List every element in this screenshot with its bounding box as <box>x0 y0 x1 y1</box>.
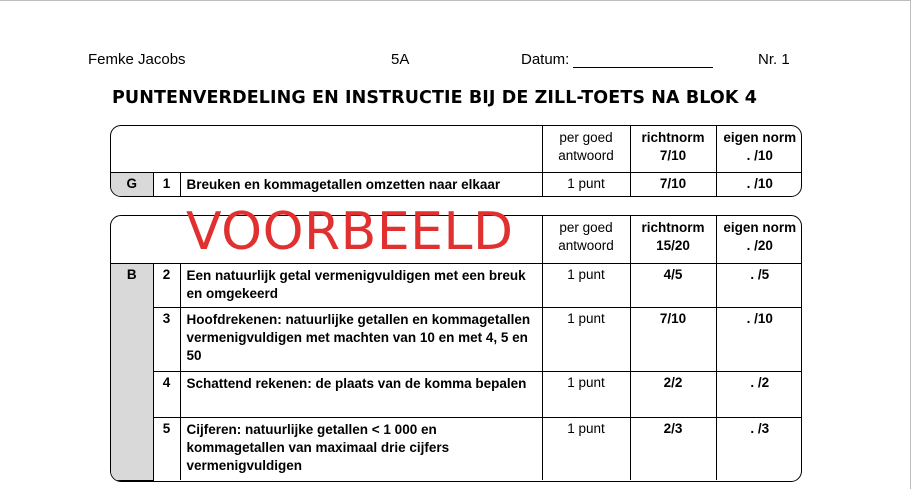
item-points: 1 punt <box>542 172 630 196</box>
class-label: 5A <box>391 51 410 68</box>
header-eigen-norm: eigen norm . /10 <box>716 126 802 172</box>
strand-cell: B <box>111 263 153 480</box>
table-row <box>111 172 802 196</box>
header-empty-cell <box>111 126 542 172</box>
item-eigen-norm: . /2 <box>716 371 802 417</box>
item-number: 2 <box>153 263 180 307</box>
item-richtnorm: 4/5 <box>630 263 716 307</box>
score-table-g <box>110 125 802 197</box>
table-row <box>111 371 802 417</box>
date-field <box>521 51 713 68</box>
item-richtnorm: 2/3 <box>630 417 716 480</box>
item-description: Cijferen: natuurlijke getallen < 1 000 en kommagetallen van maximaal drie cijfers vermenigvuldigen <box>180 417 542 480</box>
test-number: Nr. 1 <box>758 51 790 68</box>
item-description: Hoofdrekenen: natuurlijke getallen en kommagetallen vermenigvuldigen met machten van 10 en met 4, 5 en 50 <box>180 307 542 371</box>
item-points: 1 punt <box>542 417 630 480</box>
item-description: Een natuurlijk getal vermenigvuldigen met een breuk en omgekeerd <box>180 263 542 307</box>
item-number: 5 <box>153 417 180 480</box>
table-row <box>111 307 802 371</box>
item-eigen-norm: . /10 <box>716 172 802 196</box>
item-number: 3 <box>153 307 180 371</box>
item-eigen-norm: . /3 <box>716 417 802 480</box>
header-per-goed: per goed antwoord <box>542 216 630 263</box>
voorbeeld-watermark: VOORBEELD <box>186 202 514 262</box>
date-label: Datum: <box>521 51 570 68</box>
item-points: 1 punt <box>542 263 630 307</box>
item-points: 1 punt <box>542 371 630 417</box>
header-richtnorm: richtnorm 7/10 <box>630 126 716 172</box>
date-blank-line <box>573 53 713 68</box>
table-row <box>111 417 802 480</box>
item-eigen-norm: . /5 <box>716 263 802 307</box>
student-name: Femke Jacobs <box>88 51 186 68</box>
page-title: PUNTENVERDELING EN INSTRUCTIE BIJ DE ZILL-TOETS NA BLOK 4 <box>112 88 758 108</box>
item-richtnorm: 7/10 <box>630 172 716 196</box>
header-richtnorm: richtnorm 15/20 <box>630 216 716 263</box>
item-description: Breuken en kommagetallen omzetten naar elkaar <box>180 172 542 196</box>
item-number: 4 <box>153 371 180 417</box>
header-eigen-norm: eigen norm . /20 <box>716 216 802 263</box>
item-description: Schattend rekenen: de plaats van de komma bepalen <box>180 371 542 417</box>
item-richtnorm: 2/2 <box>630 371 716 417</box>
table-header-row <box>111 126 802 172</box>
table-row <box>111 263 802 307</box>
strand-cell: G <box>111 172 153 196</box>
item-eigen-norm: . /10 <box>716 307 802 371</box>
item-richtnorm: 7/10 <box>630 307 716 371</box>
item-points: 1 punt <box>542 307 630 371</box>
header-per-goed: per goed antwoord <box>542 126 630 172</box>
item-number: 1 <box>153 172 180 196</box>
